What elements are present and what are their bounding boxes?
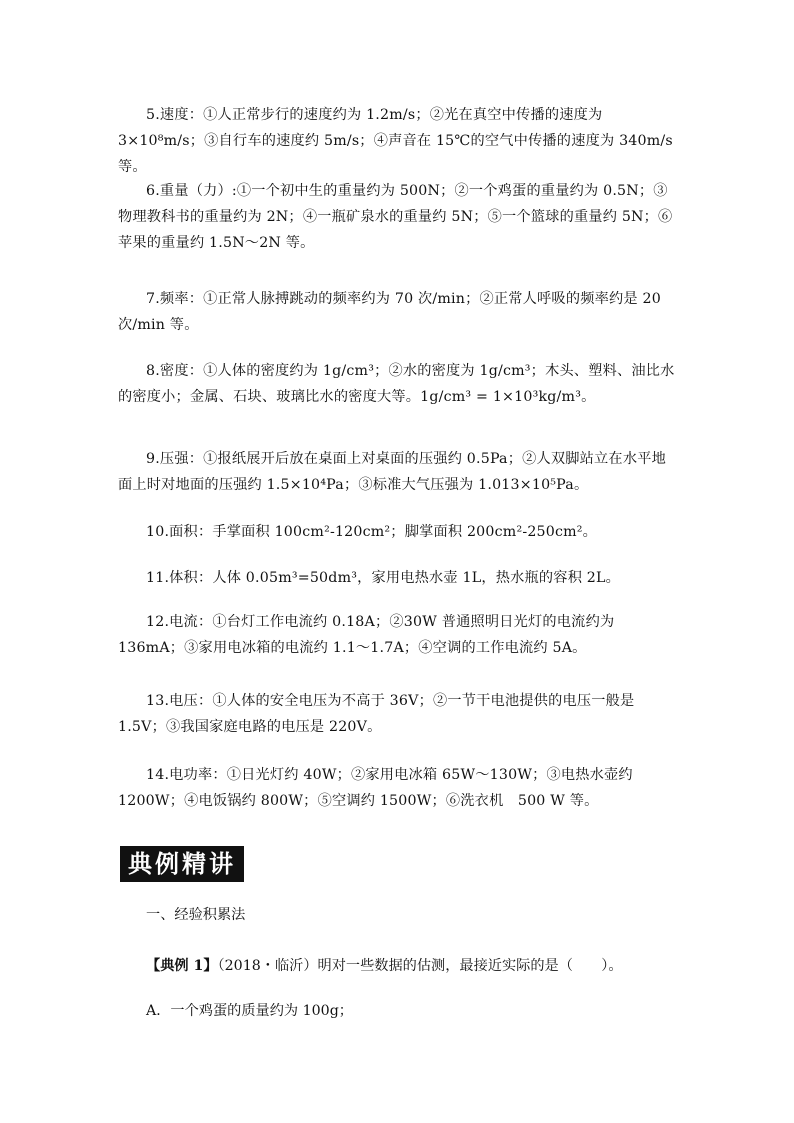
paragraph-voltage: 13.电压：①人体的安全电压为不高于 36V；②一节干电池提供的电压一般是 1.5V；③我国家庭电路的电压是 220V。	[118, 693, 635, 735]
paragraph-area: 10.面积：手掌面积 100cm²-120cm²；脚掌面积 200cm²-250cm²。	[146, 524, 598, 540]
paragraph-density: 8.密度：①人体的密度约为 1g/cm³；②水的密度为 1g/cm³；木头、塑料、油比水的密度小；金属、石块、玻璃比水的密度大等。1g/cm³ = 1×10³kg/m³。	[118, 363, 675, 405]
paragraph-power: 14.电功率：①日光灯约 40W；②家用电冰箱 65W～130W；③电热水壶约 1200W；④电饭锅约 800W；⑤空调约 1500W；⑥洗衣机 500 W 等。	[118, 767, 633, 809]
option-a: A．一个鸡蛋的质量约为 100g；	[146, 1003, 353, 1019]
section-heading: 典例精讲	[120, 846, 244, 882]
example-tag: 【典例 1】	[146, 958, 218, 974]
example-text: （2018・临沂）明对一些数据的估测，最接近实际的是（ ）。	[217, 958, 623, 974]
paragraph-current: 12.电流：①台灯工作电流约 0.18A；②30W 普通照明日光灯的电流约为 136mA；③家用电冰箱的电流约 1.1～1.7A；④空调的工作电流约 5A。	[118, 614, 615, 656]
example-question	[146, 953, 623, 979]
paragraph-weight: 6.重量（力）:①一个初中生的重量约为 500N；②一个鸡蛋的重量约为 0.5N；③物理教科书的重量约为 2N；④一瓶矿泉水的重量约 5N；⑤一个篮球的重量约 5N；⑥苹果的重量约 1.5N～2N 等。	[118, 183, 673, 251]
paragraph-speed: 5.速度：①人正常步行的速度约为 1.2m/s；②光在真空中传播的速度为 3×10⁸m/s；③自行车的速度约 5m/s；④声音在 15℃的空气中传播的速度为 340m/s 等。	[118, 107, 673, 175]
paragraph-volume: 11.体积：人体 0.05m³=50dm³，家用电热水壶 1L，热水瓶的容积 2L。	[146, 570, 621, 586]
method-title: 一、经验积累法	[146, 907, 246, 923]
paragraph-frequency: 7.频率：①正常人脉搏跳动的频率约为 70 次/min；②正常人呼吸的频率约是 20 次/min 等。	[118, 291, 661, 333]
paragraph-pressure: 9.压强：①报纸展开后放在桌面上对桌面的压强约 0.5Pa；②人双脚站立在水平地面上时对地面的压强约 1.5×10⁴Pa；③标准大气压强为 1.013×10⁵Pa。	[118, 451, 666, 493]
